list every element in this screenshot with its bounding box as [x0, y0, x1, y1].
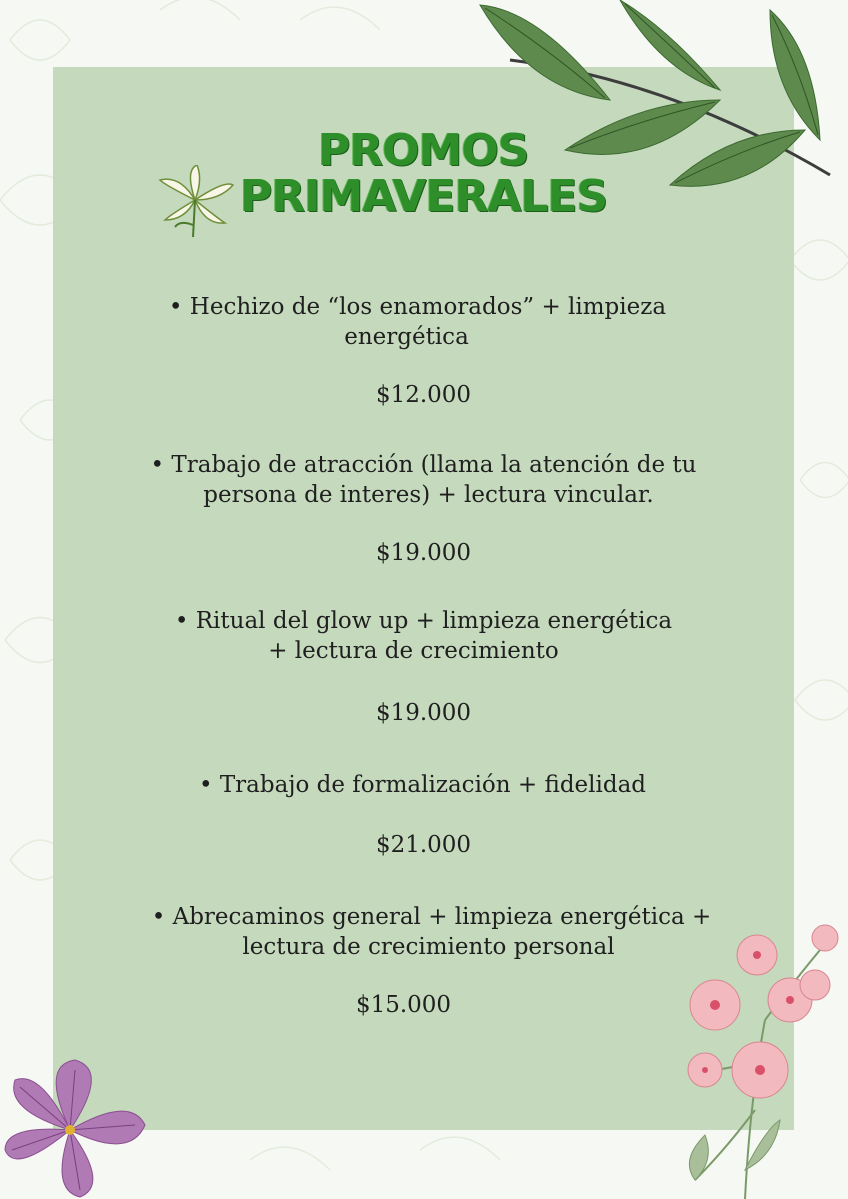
- promo-item-2: [53, 450, 794, 510]
- title-line-2: PRIMAVERALES: [240, 171, 608, 222]
- promo-item-3-line-1: • Ritual del glow up + limpieza energética: [174, 608, 673, 634]
- pink-blossom-illustration: [675, 920, 848, 1199]
- lily-flower-icon: [155, 165, 235, 240]
- promo-price-5: $15.000: [355, 992, 452, 1018]
- promo-item-2-line-2: persona de interes) + lectura vincular.: [203, 482, 654, 508]
- promo-item-3-line-2: + lectura de crecimiento: [268, 638, 559, 664]
- promo-item-3: [53, 606, 794, 666]
- promo-item-2-line-1: • Trabajo de atracción (llama la atención de tu: [150, 452, 697, 478]
- promo-item-4: [53, 770, 794, 800]
- promo-item-5-line-2: lectura de crecimiento personal: [242, 934, 615, 960]
- purple-flower-illustration: [0, 1055, 150, 1199]
- promo-item-5-line-1: • Abrecaminos general + limpieza energética +: [151, 904, 712, 930]
- title-line-1: PROMOS: [318, 125, 529, 176]
- promo-price-2: $19.000: [375, 540, 472, 566]
- promo-item-1: [53, 292, 794, 352]
- promo-item-4-line-1: • Trabajo de formalización + fidelidad: [198, 772, 647, 798]
- page-title: [240, 125, 620, 222]
- promo-price-4: $21.000: [375, 832, 472, 858]
- promo-item-1-line-2: energética: [344, 324, 469, 350]
- promo-price-1: $12.000: [375, 382, 472, 408]
- promo-price-3: $19.000: [375, 700, 472, 726]
- promo-item-1-line-1: • Hechizo de “los enamorados” + limpieza: [168, 294, 667, 320]
